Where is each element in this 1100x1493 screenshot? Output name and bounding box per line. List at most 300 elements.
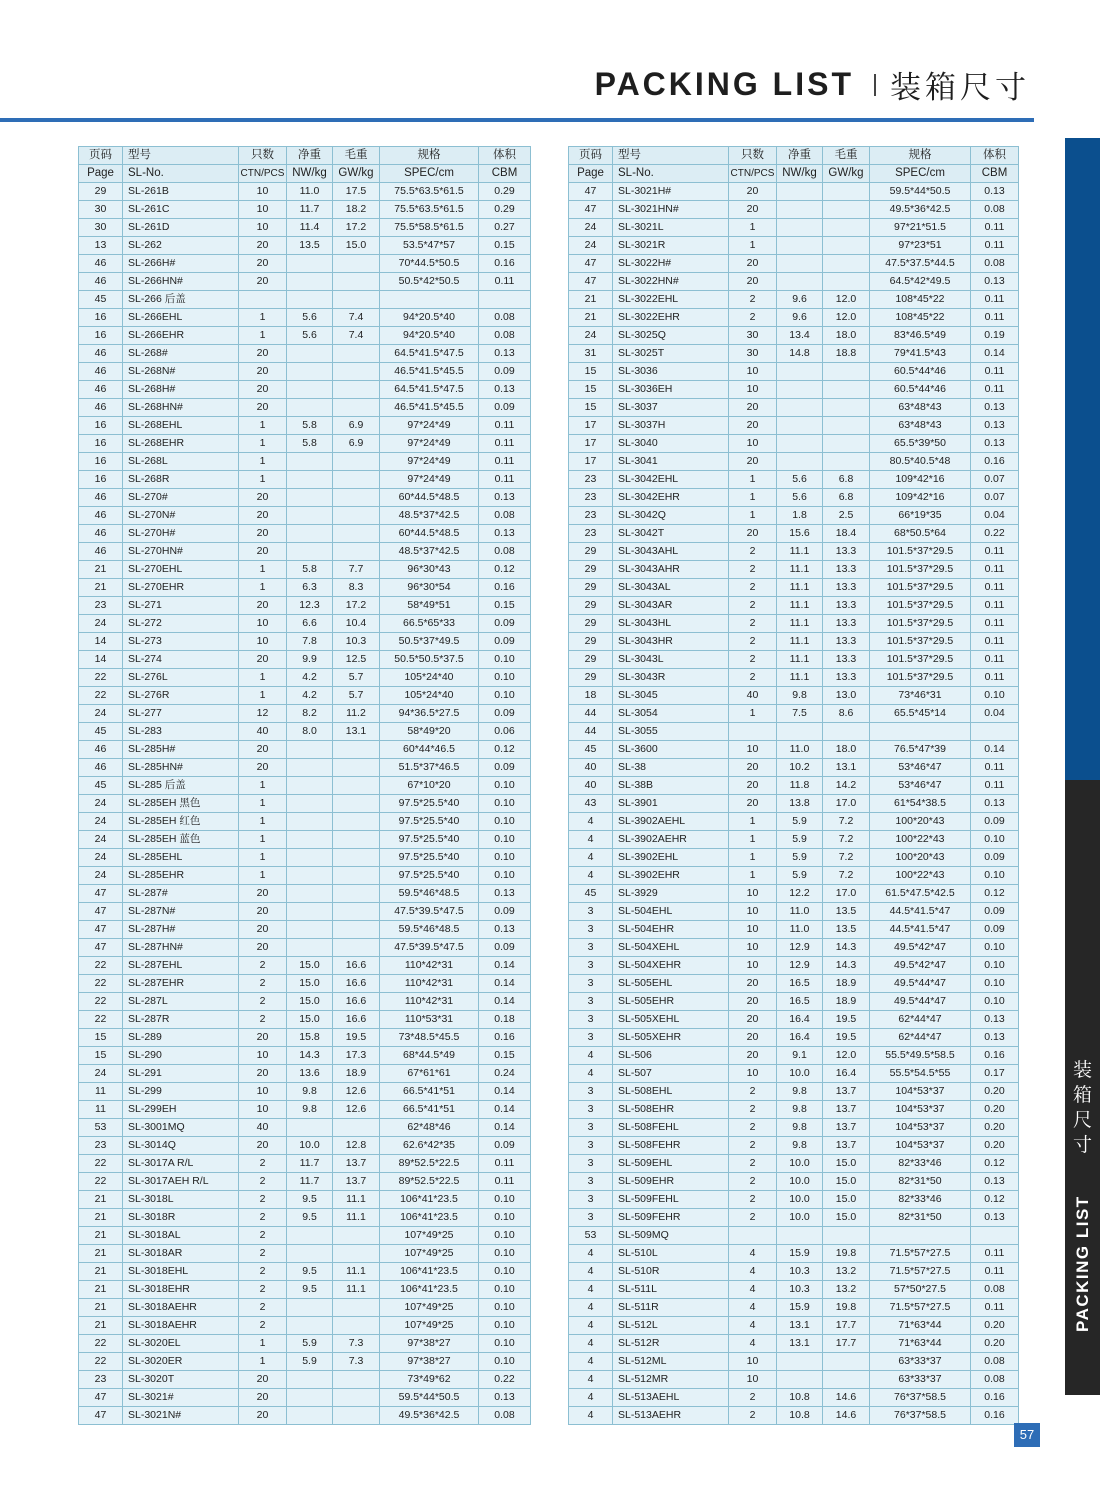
cell-model: SL-287N# xyxy=(123,903,239,921)
cell-page: 3 xyxy=(569,1173,613,1191)
cell-nw: 11.1 xyxy=(777,615,823,633)
cell-page: 46 xyxy=(79,741,123,759)
cell-nw: 9.8 xyxy=(777,1101,823,1119)
cell-spec: 59.5*46*48.5 xyxy=(380,921,479,939)
cell-gw xyxy=(333,867,380,885)
cell-model: SL-3043AHL xyxy=(613,543,729,561)
cell-cbm: 0.10 xyxy=(971,957,1019,975)
table-row xyxy=(569,795,1019,813)
cell-qty: 12 xyxy=(239,705,287,723)
cell-spec: 63*33*37 xyxy=(870,1353,971,1371)
cell-cbm: 0.10 xyxy=(479,1245,531,1263)
cell-model: SL-3043AHR xyxy=(613,561,729,579)
cell-nw: 6.6 xyxy=(287,615,333,633)
cell-spec: 50.5*42*50.5 xyxy=(380,273,479,291)
cell-qty: 2 xyxy=(239,1173,287,1191)
cell-qty: 2 xyxy=(729,579,777,597)
cell-nw xyxy=(777,723,823,741)
cell-page: 16 xyxy=(79,453,123,471)
cell-page: 29 xyxy=(569,579,613,597)
cell-gw: 6.8 xyxy=(823,489,870,507)
cell-model: SL-3043HL xyxy=(613,615,729,633)
cell-spec: 47.5*39.5*47.5 xyxy=(380,903,479,921)
cell-page: 21 xyxy=(79,1299,123,1317)
cell-qty: 10 xyxy=(239,201,287,219)
cell-spec: 97*24*49 xyxy=(380,453,479,471)
cell-model: SL-512R xyxy=(613,1335,729,1353)
cell-gw: 17.2 xyxy=(333,597,380,615)
cell-nw xyxy=(287,849,333,867)
table-row xyxy=(79,399,531,417)
cell-nw xyxy=(777,417,823,435)
cell-cbm: 0.20 xyxy=(971,1119,1019,1137)
cell-spec: 97.5*25.5*40 xyxy=(380,795,479,813)
cell-spec: 97*24*49 xyxy=(380,435,479,453)
cell-qty: 2 xyxy=(239,1191,287,1209)
cell-page: 18 xyxy=(569,687,613,705)
cell-page: 4 xyxy=(569,1407,613,1425)
cell-gw: 10.3 xyxy=(333,633,380,651)
cell-nw xyxy=(287,939,333,957)
cell-spec: 62*48*46 xyxy=(380,1119,479,1137)
cell-qty: 2 xyxy=(729,1389,777,1407)
cell-page: 47 xyxy=(569,273,613,291)
cell-gw xyxy=(823,273,870,291)
cell-model: SL-3929 xyxy=(613,885,729,903)
table-row xyxy=(79,1173,531,1191)
cell-model: SL-266EHL xyxy=(123,309,239,327)
cell-page: 29 xyxy=(569,597,613,615)
cell-spec: 66.5*41*51 xyxy=(380,1101,479,1119)
cell-spec: 101.5*37*29.5 xyxy=(870,543,971,561)
cell-spec: 96*30*43 xyxy=(380,561,479,579)
cell-nw xyxy=(287,1227,333,1245)
cell-qty: 20 xyxy=(239,651,287,669)
cell-cbm: 0.09 xyxy=(971,903,1019,921)
table-row xyxy=(569,669,1019,687)
cell-cbm: 0.11 xyxy=(971,759,1019,777)
cell-qty: 2 xyxy=(729,1407,777,1425)
cell-qty: 20 xyxy=(239,939,287,957)
cell-nw xyxy=(777,1371,823,1389)
cell-qty: 20 xyxy=(239,759,287,777)
cell-nw xyxy=(287,903,333,921)
cell-nw xyxy=(287,1299,333,1317)
cell-model: SL-270EHR xyxy=(123,579,239,597)
cell-spec: 107*49*25 xyxy=(380,1317,479,1335)
cell-spec: 82*31*50 xyxy=(870,1173,971,1191)
cell-qty: 20 xyxy=(239,921,287,939)
table-row xyxy=(79,1065,531,1083)
cell-gw xyxy=(333,453,380,471)
cell-model: SL-3020T xyxy=(123,1371,239,1389)
table-row xyxy=(569,183,1019,201)
cell-cbm: 0.10 xyxy=(479,1299,531,1317)
cell-spec: 109*42*16 xyxy=(870,471,971,489)
cell-page: 21 xyxy=(79,1281,123,1299)
cell-model: SL-262 xyxy=(123,237,239,255)
cell-nw: 4.2 xyxy=(287,669,333,687)
cell-nw xyxy=(287,525,333,543)
cell-model: SL-504XEHL xyxy=(613,939,729,957)
cell-spec: 107*49*25 xyxy=(380,1227,479,1245)
cell-page: 16 xyxy=(79,327,123,345)
table-row xyxy=(79,1335,531,1353)
cell-spec: 53*46*47 xyxy=(870,759,971,777)
cell-nw xyxy=(287,831,333,849)
table-row xyxy=(569,525,1019,543)
cell-model: SL-285EH 红色 xyxy=(123,813,239,831)
cell-page: 4 xyxy=(569,1281,613,1299)
cell-qty: 20 xyxy=(729,399,777,417)
cell-page: 3 xyxy=(569,1011,613,1029)
cell-spec: 104*53*37 xyxy=(870,1083,971,1101)
cell-page: 22 xyxy=(79,993,123,1011)
cell-nw: 5.6 xyxy=(287,309,333,327)
table-row xyxy=(569,255,1019,273)
cell-gw: 2.5 xyxy=(823,507,870,525)
cell-gw xyxy=(823,255,870,273)
table-row xyxy=(569,1227,1019,1245)
cell-spec: 105*24*40 xyxy=(380,687,479,705)
cell-nw: 12.9 xyxy=(777,939,823,957)
cell-cbm: 0.10 xyxy=(479,1281,531,1299)
cell-spec: 82*33*46 xyxy=(870,1191,971,1209)
cell-gw: 16.6 xyxy=(333,957,380,975)
cell-qty: 2 xyxy=(729,543,777,561)
cell-qty: 2 xyxy=(729,651,777,669)
cell-gw: 19.5 xyxy=(823,1011,870,1029)
table-row xyxy=(569,921,1019,939)
cell-gw xyxy=(333,939,380,957)
cell-qty: 4 xyxy=(729,1317,777,1335)
cell-cbm: 0.19 xyxy=(971,327,1019,345)
cell-cbm: 0.10 xyxy=(479,777,531,795)
cell-page: 21 xyxy=(79,1209,123,1227)
cell-model: SL-504XEHR xyxy=(613,957,729,975)
cell-page: 3 xyxy=(569,1155,613,1173)
table-row xyxy=(79,1083,531,1101)
cell-qty: 1 xyxy=(239,777,287,795)
cell-gw: 6.9 xyxy=(333,435,380,453)
cell-page: 53 xyxy=(569,1227,613,1245)
cell-page: 15 xyxy=(569,381,613,399)
cell-cbm: 0.11 xyxy=(971,1299,1019,1317)
cell-model: SL-266HN# xyxy=(123,273,239,291)
cell-page: 21 xyxy=(569,291,613,309)
cell-model: SL-509MQ xyxy=(613,1227,729,1245)
cell-qty: 1 xyxy=(729,813,777,831)
cell-spec: 67*10*20 xyxy=(380,777,479,795)
cell-nw: 11.4 xyxy=(287,219,333,237)
cell-nw: 9.8 xyxy=(777,687,823,705)
cell-model: SL-261D xyxy=(123,219,239,237)
cell-model: SL-38 xyxy=(613,759,729,777)
cell-gw xyxy=(823,183,870,201)
cell-model: SL-513AEHR xyxy=(613,1407,729,1425)
cell-gw: 8.3 xyxy=(333,579,380,597)
cell-model: SL-3040 xyxy=(613,435,729,453)
cell-model: SL-270N# xyxy=(123,507,239,525)
cell-model: SL-3021H# xyxy=(613,183,729,201)
cell-spec: 106*41*23.5 xyxy=(380,1263,479,1281)
cell-spec xyxy=(380,291,479,309)
cell-spec: 53*46*47 xyxy=(870,777,971,795)
table-row xyxy=(79,831,531,849)
cell-page: 29 xyxy=(569,543,613,561)
cell-nw xyxy=(777,183,823,201)
table-row xyxy=(79,759,531,777)
cell-nw: 16.5 xyxy=(777,993,823,1011)
cell-qty: 20 xyxy=(239,345,287,363)
cell-cbm: 0.06 xyxy=(479,723,531,741)
cell-gw: 11.1 xyxy=(333,1281,380,1299)
cell-cbm: 0.17 xyxy=(971,1065,1019,1083)
cell-gw xyxy=(333,1389,380,1407)
cell-nw: 10.3 xyxy=(777,1281,823,1299)
cell-page: 22 xyxy=(79,975,123,993)
cell-qty: 2 xyxy=(239,1281,287,1299)
cell-page: 3 xyxy=(569,1101,613,1119)
cell-gw: 13.2 xyxy=(823,1263,870,1281)
cell-spec: 83*46.5*49 xyxy=(870,327,971,345)
cell-spec: 55.5*54.5*55 xyxy=(870,1065,971,1083)
table-row xyxy=(569,435,1019,453)
cell-model: SL-285HN# xyxy=(123,759,239,777)
cell-cbm: 0.13 xyxy=(479,489,531,507)
table-row xyxy=(79,1119,531,1137)
cell-model: SL-285EHL xyxy=(123,849,239,867)
cell-gw xyxy=(333,543,380,561)
cell-nw: 9.5 xyxy=(287,1191,333,1209)
table-row xyxy=(569,777,1019,795)
cell-spec: 51.5*37*46.5 xyxy=(380,759,479,777)
cell-nw xyxy=(287,1317,333,1335)
cell-gw: 13.7 xyxy=(823,1083,870,1101)
cell-nw: 9.9 xyxy=(287,651,333,669)
cell-cbm: 0.27 xyxy=(479,219,531,237)
cell-gw: 15.0 xyxy=(823,1209,870,1227)
table-row xyxy=(79,237,531,255)
cell-spec: 100*22*43 xyxy=(870,867,971,885)
cell-spec: 60.5*44*46 xyxy=(870,381,971,399)
cell-cbm: 0.11 xyxy=(479,471,531,489)
cell-gw: 18.4 xyxy=(823,525,870,543)
cell-page: 46 xyxy=(79,363,123,381)
table-row xyxy=(79,309,531,327)
cell-nw: 11.1 xyxy=(777,579,823,597)
table-row xyxy=(569,201,1019,219)
cell-gw xyxy=(333,1407,380,1425)
cell-cbm: 0.10 xyxy=(479,831,531,849)
cell-nw: 15.0 xyxy=(287,1011,333,1029)
cell-gw: 15.0 xyxy=(333,237,380,255)
cell-cbm xyxy=(971,1227,1019,1245)
col-head-qty-cn: 只数 xyxy=(729,147,777,165)
cell-spec: 106*41*23.5 xyxy=(380,1209,479,1227)
cell-gw xyxy=(333,795,380,813)
cell-nw xyxy=(287,345,333,363)
cell-spec: 100*22*43 xyxy=(870,831,971,849)
cell-cbm: 0.12 xyxy=(479,561,531,579)
cell-page: 46 xyxy=(79,381,123,399)
cell-gw: 14.6 xyxy=(823,1389,870,1407)
cell-cbm xyxy=(479,291,531,309)
cell-qty: 10 xyxy=(729,363,777,381)
cell-gw xyxy=(823,417,870,435)
cell-page: 11 xyxy=(79,1083,123,1101)
cell-page: 23 xyxy=(569,489,613,507)
cell-nw: 15.8 xyxy=(287,1029,333,1047)
cell-model: SL-266 后盖 xyxy=(123,291,239,309)
cell-nw: 9.8 xyxy=(777,1083,823,1101)
cell-qty xyxy=(729,723,777,741)
cell-page: 24 xyxy=(79,705,123,723)
cell-model: SL-505XEHR xyxy=(613,1029,729,1047)
cell-cbm: 0.16 xyxy=(479,255,531,273)
cell-page: 29 xyxy=(79,183,123,201)
cell-gw xyxy=(333,777,380,795)
cell-spec xyxy=(870,1227,971,1245)
cell-gw: 13.0 xyxy=(823,687,870,705)
cell-model: SL-268HN# xyxy=(123,399,239,417)
cell-spec: 97*38*27 xyxy=(380,1353,479,1371)
cell-spec: 97*24*49 xyxy=(380,471,479,489)
cell-gw: 13.2 xyxy=(823,1281,870,1299)
table-row xyxy=(569,597,1019,615)
cell-cbm: 0.18 xyxy=(479,1011,531,1029)
table-row xyxy=(569,813,1019,831)
table-row xyxy=(79,1245,531,1263)
cell-gw xyxy=(823,435,870,453)
table-row xyxy=(569,831,1019,849)
cell-qty xyxy=(729,1227,777,1245)
cell-page: 4 xyxy=(569,1335,613,1353)
cell-spec: 89*52.5*22.5 xyxy=(380,1155,479,1173)
cell-qty: 1 xyxy=(729,831,777,849)
cell-model: SL-299EH xyxy=(123,1101,239,1119)
cell-cbm: 0.11 xyxy=(971,291,1019,309)
cell-cbm: 0.15 xyxy=(479,237,531,255)
cell-model: SL-3036 xyxy=(613,363,729,381)
cell-nw xyxy=(777,201,823,219)
cell-page: 29 xyxy=(569,633,613,651)
col-head-model-cn: 型号 xyxy=(613,147,729,165)
cell-page: 47 xyxy=(79,939,123,957)
cell-gw xyxy=(333,255,380,273)
cell-cbm: 0.20 xyxy=(971,1317,1019,1335)
cell-spec: 49.5*42*47 xyxy=(870,939,971,957)
cell-nw xyxy=(287,795,333,813)
cell-qty: 4 xyxy=(729,1281,777,1299)
cell-spec: 96*30*54 xyxy=(380,579,479,597)
cell-page: 46 xyxy=(79,507,123,525)
cell-qty: 20 xyxy=(729,183,777,201)
cell-page: 24 xyxy=(79,849,123,867)
cell-qty: 2 xyxy=(239,1227,287,1245)
cell-gw: 7.2 xyxy=(823,867,870,885)
cell-cbm: 0.11 xyxy=(971,651,1019,669)
cell-model: SL-38B xyxy=(613,777,729,795)
cell-gw: 13.3 xyxy=(823,651,870,669)
cell-qty: 1 xyxy=(239,579,287,597)
cell-spec: 67*61*61 xyxy=(380,1065,479,1083)
cell-qty: 20 xyxy=(729,795,777,813)
cell-cbm: 0.04 xyxy=(971,507,1019,525)
cell-cbm: 0.08 xyxy=(479,309,531,327)
cell-model: SL-285EHR xyxy=(123,867,239,885)
col-head-nw-cn: 净重 xyxy=(287,147,333,165)
table-row xyxy=(569,1173,1019,1191)
cell-nw xyxy=(777,399,823,417)
cell-nw: 9.8 xyxy=(777,1137,823,1155)
cell-qty: 10 xyxy=(239,219,287,237)
cell-spec: 64.5*41.5*47.5 xyxy=(380,381,479,399)
cell-nw: 10.8 xyxy=(777,1407,823,1425)
table-row xyxy=(569,579,1019,597)
cell-spec: 71.5*57*27.5 xyxy=(870,1245,971,1263)
cell-gw: 13.3 xyxy=(823,597,870,615)
cell-qty: 1 xyxy=(239,453,287,471)
cell-page: 3 xyxy=(569,975,613,993)
cell-page: 23 xyxy=(79,597,123,615)
cell-spec: 97.5*25.5*40 xyxy=(380,813,479,831)
cell-spec: 68*50.5*64 xyxy=(870,525,971,543)
cell-model: SL-3020EL xyxy=(123,1335,239,1353)
cell-model: SL-512ML xyxy=(613,1353,729,1371)
cell-gw: 17.0 xyxy=(823,885,870,903)
cell-qty: 4 xyxy=(729,1335,777,1353)
cell-qty: 20 xyxy=(239,903,287,921)
cell-page: 22 xyxy=(79,687,123,705)
cell-spec: 60*44.5*48.5 xyxy=(380,525,479,543)
cell-model: SL-3018R xyxy=(123,1209,239,1227)
cell-page: 4 xyxy=(569,867,613,885)
cell-qty: 1 xyxy=(239,849,287,867)
col-head-nw: NW/kg xyxy=(287,165,333,183)
cell-spec: 97*38*27 xyxy=(380,1335,479,1353)
cell-nw: 10.3 xyxy=(777,1263,823,1281)
cell-cbm: 0.13 xyxy=(971,1209,1019,1227)
cell-cbm: 0.22 xyxy=(479,1371,531,1389)
cell-cbm: 0.22 xyxy=(971,525,1019,543)
cell-nw: 1.8 xyxy=(777,507,823,525)
cell-gw: 12.6 xyxy=(333,1083,380,1101)
cell-page: 47 xyxy=(569,201,613,219)
cell-qty: 1 xyxy=(239,417,287,435)
cell-cbm: 0.11 xyxy=(971,381,1019,399)
cell-model: SL-289 xyxy=(123,1029,239,1047)
cell-model: SL-3022EHR xyxy=(613,309,729,327)
cell-spec: 76*37*58.5 xyxy=(870,1389,971,1407)
cell-spec: 104*53*37 xyxy=(870,1101,971,1119)
cell-cbm: 0.13 xyxy=(971,183,1019,201)
cell-qty: 10 xyxy=(729,1371,777,1389)
cell-gw xyxy=(823,201,870,219)
table-row xyxy=(569,363,1019,381)
table-row xyxy=(79,291,531,309)
table-row xyxy=(79,615,531,633)
cell-model: SL-3043AR xyxy=(613,597,729,615)
cell-qty: 10 xyxy=(239,1101,287,1119)
cell-cbm: 0.11 xyxy=(479,1173,531,1191)
cell-cbm: 0.12 xyxy=(971,885,1019,903)
cell-qty: 2 xyxy=(239,957,287,975)
cell-cbm: 0.09 xyxy=(479,363,531,381)
cell-nw: 12.3 xyxy=(287,597,333,615)
cell-page: 4 xyxy=(569,1245,613,1263)
cell-model: SL-268# xyxy=(123,345,239,363)
